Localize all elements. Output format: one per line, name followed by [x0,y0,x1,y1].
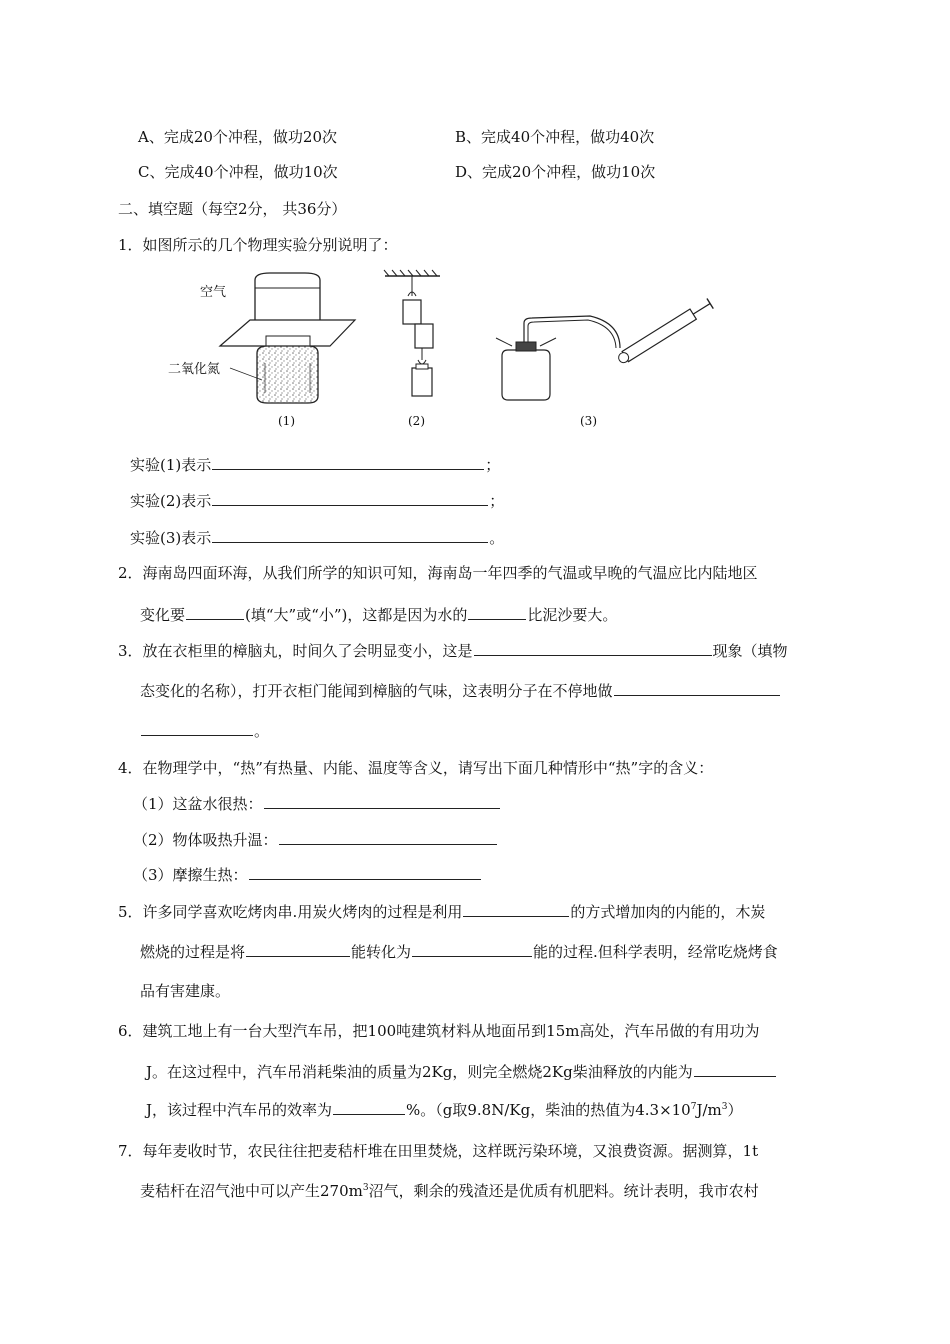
exp3-blank[interactable] [212,527,488,543]
q3-blank-2[interactable] [614,680,780,696]
q2-part-b: (填“大”或“小”)，这都是因为水的 [245,606,468,624]
q3-part-b: 现象（填物 [712,642,788,660]
q2-line2 [140,604,617,625]
q6-blank-2[interactable] [694,1061,776,1077]
q1-stem: 1．如图所示的几个物理实验分别说明了： [118,236,398,254]
q4-item2-label: （2）物体吸热升温： [133,831,278,849]
q7-part-a: 麦秸杆在沼气池中可以产生270m [140,1182,363,1200]
q2-blank-1[interactable] [186,604,244,620]
q2-part-c: 比泥沙要大。 [527,606,618,624]
q4-item2 [133,829,498,850]
q3-blank-1[interactable] [474,640,712,656]
q6-exp2: 3 [721,1102,728,1112]
choice-c: C、完成40个冲程，做功10次 [138,163,338,181]
q6-part-a: J。在这过程中，汽车吊消耗柴油的质量为2Kg，则完全燃烧2Kg柴油释放的内能为 [146,1063,693,1081]
caption-1: (1) [278,414,295,428]
q5-line3: 品有害建康。 [140,982,231,1000]
bottle-syringe [496,298,713,400]
experiment-figure [160,268,720,438]
caption-3: (3) [580,414,597,428]
gas-jars [168,273,355,403]
exp1-blank[interactable] [212,454,484,470]
choice-b: B、完成40个冲程，做功40次 [455,128,655,146]
q4-blank-1[interactable] [264,793,500,809]
q2-part-a: 变化要 [140,606,186,624]
q6-line3 [146,1099,743,1120]
q5-blank-2[interactable] [246,941,350,957]
exp3-label: 实验(3)表示 [130,529,212,547]
label-no2: 二氧化氮 [168,362,221,377]
exp1-label: 实验(1)表示 [130,456,212,474]
choice-d: D、完成20个冲程，做功10次 [455,163,656,181]
q5-line1 [118,901,765,922]
q7-line2 [140,1181,759,1201]
q6-part-b: J，该过程中汽车吊的效率为 [146,1101,333,1119]
q6-part-d: J/m [696,1101,722,1119]
label-air: 空气 [200,285,227,300]
q1-exp2 [130,490,504,511]
q4-item3 [133,864,482,885]
q3-end: 。 [254,722,270,740]
q6-line2 [146,1061,777,1082]
exp1-end: ； [485,456,501,474]
q4-item1-label: （1）这盆水很热： [133,795,263,813]
q1-exp1 [130,454,500,475]
q2-blank-2[interactable] [468,604,526,620]
q5-line2 [140,941,778,962]
q3-line1 [118,640,788,661]
q3-blank-3[interactable] [141,720,253,736]
q4-stem: 4．在物理学中，“热”有热量、内能、温度等含义，请写出下面几种情形中“热”字的含义： [118,759,714,777]
q7-line1: 7．每年麦收时节，农民往往把麦秸杆堆在田里焚烧，这样既污染环境，又浪费资源。据测算，1t [118,1142,759,1160]
q4-blank-2[interactable] [279,829,497,845]
q5-part-b: 的方式增加肉的内能的，木炭 [570,903,766,921]
q1-exp3 [130,527,504,548]
q6-blank-3[interactable] [333,1099,405,1115]
q6-line1: 6．建筑工地上有一台大型汽车吊，把100吨建筑材料从地面吊到15m高处，汽车吊做的有用功为 [118,1022,760,1040]
q3-line3 [140,720,269,741]
q5-part-e: 能的过程.但科学表明，经常吃烧烤食 [533,943,778,961]
q2-line1: 2．海南岛四面环海，从我们所学的知识可知，海南岛一年四季的气温或早晚的气温应比内陆地区 [118,564,758,582]
q4-blank-3[interactable] [249,864,481,880]
choice-a: A、完成20个冲程，做功20次 [138,128,338,146]
section-title: 二、填空题（每空2分， 共36分） [118,200,347,218]
q7-part-b: 沼气，剩余的残渣还是优质有机肥料。统计表明，我市农村 [368,1182,759,1200]
q7-exp: 3 [362,1183,369,1193]
exp2-blank[interactable] [212,490,488,506]
q4-item1 [133,793,501,814]
q6-part-c: %。（g取9.8N/Kg，柴油的热值为4.3×10 [406,1101,691,1119]
q3-part-c: 态变化的名称），打开衣柜门能闻到樟脑的气味，这表明分子在不停地做 [140,682,613,700]
exp2-label: 实验(2)表示 [130,492,212,510]
q6-part-e: ） [727,1101,743,1119]
q3-line2 [140,680,781,701]
lead-cylinders [384,270,440,396]
q5-blank-1[interactable] [463,901,569,917]
exp2-end: ； [489,492,505,510]
experiment-diagram [160,268,720,438]
q3-part-a: 3．放在衣柜里的樟脑丸，时间久了会明显变小，这是 [118,642,473,660]
q5-blank-3[interactable] [412,941,532,957]
exp3-end: 。 [489,529,505,547]
caption-2: (2) [408,414,425,428]
q5-part-c: 燃烧的过程是将 [140,943,246,961]
q4-item3-label: （3）摩擦生热： [133,866,248,884]
q6-exp: 7 [690,1102,697,1112]
q5-part-d: 能转化为 [351,943,412,961]
q5-part-a: 5．许多同学喜欢吃烤肉串.用炭火烤肉的过程是利用 [118,903,463,921]
